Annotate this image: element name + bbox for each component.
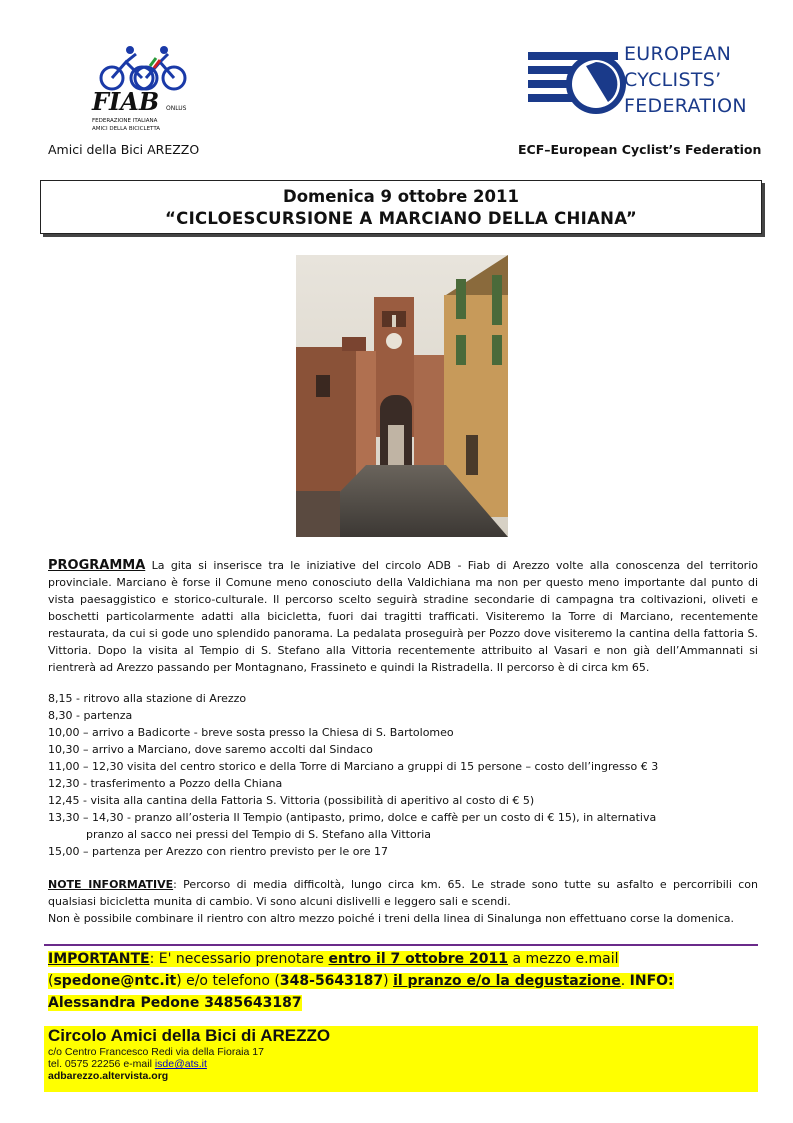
title-date: Domenica 9 ottobre 2011 (283, 187, 519, 206)
importante-box (44, 944, 758, 1011)
schedule-item: 12,30 - trasferimento a Pozzo della Chiana (48, 777, 283, 790)
schedule-item: 15,00 – partenza per Arezzo con rientro previsto per le ore 17 (48, 845, 389, 858)
note-text-2: Non è possibile combinare il rientro con altro mezzo poiché i treni della linea di Sinalunga non effettuano corse la domenica. (48, 912, 735, 925)
importante-text: : E' necessario prenotare (149, 951, 329, 967)
info-contact: INFO: Alessandra Pedone 3485643187 (48, 973, 674, 1011)
footer-contact (48, 1058, 754, 1070)
fiab-cyclists-icon (84, 44, 196, 134)
ecf-line3: FEDERATION (624, 95, 747, 117)
ecf-line1: EUROPEAN (624, 43, 732, 65)
svg-text:FIAB: FIAB (92, 87, 160, 116)
importante-text: . (620, 973, 630, 989)
importante-text: ) (383, 973, 394, 989)
footer-box (44, 1026, 758, 1092)
schedule-item: 10,00 – arrivo a Badicorte - breve sosta presso la Chiesa di S. Bartolomeo (48, 726, 454, 739)
note-heading: NOTE INFORMATIVE (48, 878, 174, 891)
right-caption: ECF–European Cyclist’s Federation (518, 142, 762, 157)
importante-heading: IMPORTANTE (48, 951, 150, 967)
schedule-item: 12,45 - visita alla cantina della Fattoria S. Vittoria (possibilità di aperitivo al costo di € 5) (48, 794, 535, 807)
schedule-item: 8,30 - partenza (48, 709, 133, 722)
schedule-item: 10,30 – arrivo a Marciano, dove saremo accolti dal Sindaco (48, 743, 373, 756)
schedule-item: 8,15 - ritrovo alla stazione di Arezzo (48, 692, 247, 705)
svg-text:ONLUS: ONLUS (166, 105, 187, 112)
note-text: : Percorso di media difficoltà, lungo circa km. 65. Le strade sono tutte su asfalto e percorribili con qualsiasi bicicletta munita di cambio. Vi sono alcuni dislivelli e leggero sali e scendi. (48, 878, 758, 908)
tower-gate-photo (296, 255, 508, 537)
ecf-line2: CYCLISTS’ (624, 69, 722, 91)
fiab-logo (84, 44, 196, 134)
note-informative (48, 876, 758, 927)
importante-text: ) e/o telefono ( (176, 973, 280, 989)
title-box (40, 180, 762, 234)
importante-text: a mezzo e.mail ( (48, 951, 619, 989)
schedule-item: pranzo al sacco nei pressi del Tempio di S. Stefano alla Vittoria (86, 828, 432, 841)
left-caption: Amici della Bici AREZZO (48, 142, 200, 157)
programma-text: La gita si inserisce tra le iniziative del circolo ADB - Fiab di Arezzo volte alla conoscenza del territorio provinciale. Marciano è forse il Comune meno conosciuto della Valdichiana ma non per questo meno importante dal punto di vista paesaggistico e storico-culturale. Il percorso scelto seguirà stradine secondarie di campagna tra coltivazioni, oliveti e boschetti particolarmente adatti alla bicicletta, fuori dai tragitti trafficati. Visiteremo la Torre di Marciano, recentemente restaurata, da cui si gode uno splendido panorama. La pedalata proseguirà per Pozzo dove visiteremo la cantina della fattoria S. Vittoria. Dopo la visita al Tempio di S. Stefano alla Vittoria recentemente attribuito al Vasari e non già dell’Ammannati si rientrerà ad Arezzo passando per Montagnano, Frassineto e quindi la Ristradella. Il percorso è di circa km 65. (48, 559, 758, 674)
svg-text:FEDERAZIONE ITALIANA: FEDERAZIONE ITALIANA (92, 118, 158, 124)
booking-lunch: il pranzo e/o la degustazione (393, 973, 621, 989)
schedule-item: 13,30 – 14,30 - pranzo all’osteria Il Tempio (antipasto, primo, dolce e caffè per un costo di € 15), in alternativa (48, 811, 657, 824)
deadline-date: entro il 7 ottobre 2011 (328, 951, 509, 967)
footer-email-link[interactable]: isde@ats.it (154, 1058, 207, 1070)
svg-text:AMICI DELLA BICICLETTA: AMICI DELLA BICICLETTA (92, 126, 161, 132)
programma-paragraph (48, 557, 758, 676)
footer-website[interactable]: adbarezzo.altervista.org (48, 1070, 169, 1082)
footer-address: c/o Centro Francesco Redi via della Fioraia 17 (48, 1046, 264, 1058)
footer-contact-prefix: tel. 0575 22256 e-mail (48, 1058, 155, 1070)
ecf-logo (526, 40, 758, 124)
schedule-list (48, 690, 758, 860)
booking-phone: 348-5643187 (279, 973, 384, 989)
booking-email[interactable]: spedone@ntc.it (53, 973, 177, 989)
title-event: “CICLOESCURSIONE A MARCIANO DELLA CHIANA” (165, 209, 637, 228)
schedule-item: 11,00 – 12,30 visita del centro storico e della Torre di Marciano a gruppi di 15 persone – costo dell’ingresso € 3 (48, 760, 659, 773)
footer-title: Circolo Amici della Bici di AREZZO (48, 1026, 331, 1045)
programma-heading: PROGRAMMA (48, 558, 146, 573)
